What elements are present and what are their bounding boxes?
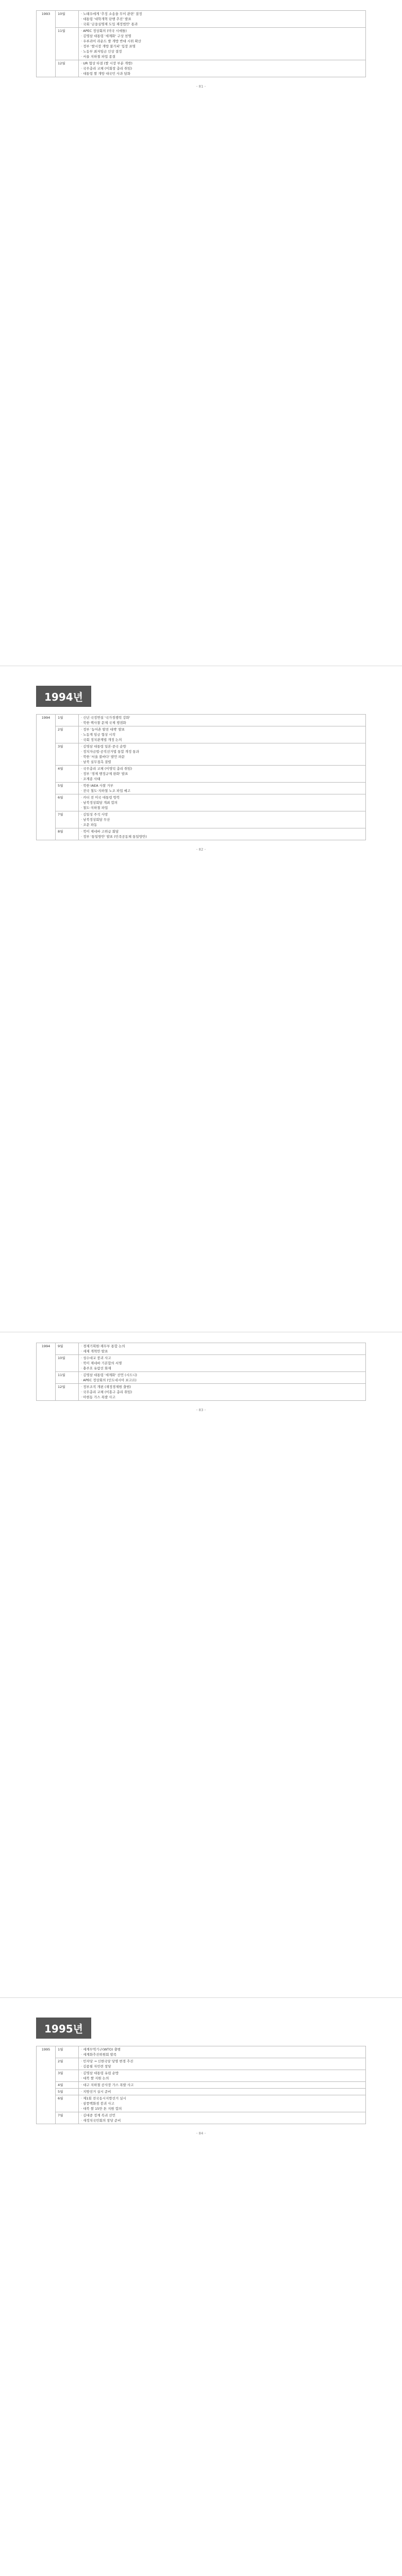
month-cell: 11월 <box>56 1371 79 1383</box>
year-cell: 1993 <box>37 11 56 77</box>
event-entry: · 북한 IAEA 사찰 거부 <box>81 783 363 788</box>
year-cell: 1994 <box>37 1343 56 1400</box>
event-entry: · 세계화추진위원회 발족 <box>81 2052 363 2057</box>
event-entry: · 정부 '통일방안' 발표 (민족공동체 통일방안) <box>81 834 363 839</box>
month-cell: 4월 <box>56 2082 79 2089</box>
month-cell: 2월 <box>56 2058 79 2070</box>
events-cell <box>79 765 366 782</box>
events-cell <box>79 714 366 726</box>
month-cell: 6월 <box>56 794 79 811</box>
events-cell <box>79 11 366 28</box>
document-page <box>0 1332 402 1998</box>
event-entry: · 세제 개혁안 발표 <box>81 1349 363 1354</box>
events-cell <box>79 782 366 794</box>
event-entry: · 노동계 임금 협상 시작 <box>81 732 363 737</box>
event-entry: · 정부 '경제 행정규제 완화' 발표 <box>81 771 363 776</box>
events-cell <box>79 2082 366 2089</box>
event-entry: · 국회 정치관계법 개정 논의 <box>81 737 363 742</box>
table-row <box>37 714 366 726</box>
table-row <box>37 1371 366 1383</box>
event-entry: · 김영삼 대통령 유럽 순방 <box>81 2071 363 2076</box>
events-cell <box>79 1354 366 1371</box>
table-row <box>37 726 366 743</box>
event-entry: · 충주호 유람선 화재 <box>81 1366 363 1371</box>
table-row <box>37 743 366 765</box>
event-entry: · 신년 국정연설 '국가경쟁력 강화' <box>81 715 363 720</box>
events-cell <box>79 726 366 743</box>
month-cell: 8월 <box>56 828 79 840</box>
event-entry: · 세계무역기구(WTO) 출범 <box>81 2047 363 2052</box>
table-row <box>37 2089 366 2095</box>
events-cell <box>79 1343 366 1354</box>
month-cell: 12월 <box>56 60 79 77</box>
event-entry: · 민자당 → 신한국당 당명 변경 추진 <box>81 2059 363 2064</box>
event-entry: · 김영삼 대통령 일본·중국 순방 <box>81 744 363 749</box>
month-cell: 3월 <box>56 743 79 765</box>
event-entry: · 조계종 사태 <box>81 776 363 782</box>
event-entry: · 정치자금법·공직선거법 통합 개정 통과 <box>81 749 363 754</box>
events-cell <box>79 2058 366 2070</box>
month-cell: 11월 <box>56 28 79 60</box>
table-row <box>37 2058 366 2070</box>
event-entry: · 카터 전 미국 대통령 방북 <box>81 795 363 800</box>
table-row <box>37 1354 366 1371</box>
events-cell <box>79 828 366 840</box>
event-entry: · 김영삼 대통령 '세계화' 구상 천명 <box>81 33 363 39</box>
event-entry: · 새정치국민회의 창당 준비 <box>81 2118 363 2123</box>
events-cell <box>79 1371 366 1383</box>
events-cell <box>79 743 366 765</box>
event-entry: · 김영삼 대통령 '세계화' 선언 (시드니) <box>81 1372 363 1378</box>
month-cell: 3월 <box>56 2070 79 2082</box>
table-row <box>37 811 366 828</box>
event-entry: · 남북 실무접촉 결렬 <box>81 759 363 765</box>
document-page <box>0 1998 402 2576</box>
table-row <box>37 1343 366 1354</box>
month-cell: 7월 <box>56 811 79 828</box>
event-entry: · 북미 제네바 고위급 회담 <box>81 829 363 834</box>
events-cell <box>79 2070 366 2082</box>
event-entry: · 남북정상회담 무산 <box>81 817 363 822</box>
page-number: - 83 - <box>196 1408 206 1412</box>
month-cell: 7월 <box>56 2112 79 2124</box>
events-cell <box>79 2046 366 2058</box>
event-entry: · 노동부 최저임금 인상 결정 <box>81 49 363 54</box>
month-cell: 4월 <box>56 765 79 782</box>
month-cell: 2월 <box>56 726 79 743</box>
table-row <box>37 11 366 28</box>
table-row <box>37 2046 366 2058</box>
event-entry: · 김대중 정계 복귀 선언 <box>81 2113 363 2118</box>
table-row <box>37 2095 366 2112</box>
event-entry: · 정부 '농어촌 발전 대책' 발표 <box>81 727 363 732</box>
table-row <box>37 2082 366 2089</box>
table-row <box>37 782 366 794</box>
event-entry: · 아현동 가스 폭발 사고 <box>81 1395 363 1400</box>
event-entry: · 대통령 '대학개혁 단행 추진' 발표 <box>81 16 363 22</box>
event-entry: · 국무총리 교체 (이회창 총리 취임) <box>81 66 363 71</box>
event-entry: · 철도·지하철 파업 <box>81 805 363 810</box>
events-cell <box>79 2095 366 2112</box>
event-entry: · 서울 지하철 파업 종결 <box>81 54 363 59</box>
event-entry: · 정부 '쌀시장 개방 불가피' 입장 표명 <box>81 44 363 49</box>
page-number: - 84 - <box>196 2131 206 2136</box>
table-row <box>37 765 366 782</box>
event-entry: · 김종필 자민련 창당 <box>81 2064 363 2069</box>
chronology-table <box>36 10 366 77</box>
month-cell: 5월 <box>56 782 79 794</box>
table-row <box>37 2112 366 2124</box>
page-number: - 81 - <box>196 84 206 89</box>
events-cell <box>79 60 366 77</box>
month-cell: 9월 <box>56 1343 79 1354</box>
month-cell: 6월 <box>56 2095 79 2112</box>
month-cell: 12월 <box>56 1383 79 1400</box>
year-cell: 1995 <box>37 2046 56 2124</box>
chronology-table <box>36 2046 366 2124</box>
event-entry: · 지방선거 실시 준비 <box>81 2089 363 2094</box>
event-entry: · 대북 쌀 지원 논의 <box>81 2076 363 2081</box>
event-entry: · APEC 정상회의 (미국 시애틀) <box>81 28 363 33</box>
month-cell: 1월 <box>56 2046 79 2058</box>
document-page <box>0 0 402 666</box>
event-entry: · 노태우에게 '추징 소송을 무이 관련' 결정 <box>81 11 363 16</box>
events-cell <box>79 811 366 828</box>
event-entry: · 국회 '금융실명제 도입 재정법안' 통과 <box>81 22 363 27</box>
event-entry: · UR 협상 타결 (쌀 시장 부분 개방) <box>81 61 363 66</box>
chronology-table <box>36 1343 366 1401</box>
events-cell <box>79 2112 366 2124</box>
year-banner: 1995년 <box>36 2018 91 2039</box>
events-cell <box>79 2089 366 2095</box>
document-page <box>0 666 402 1332</box>
event-entry: · 남북정상회담 개최 합의 <box>81 800 363 805</box>
event-entry: · 북한 핵사찰 문제 국제 쟁점화 <box>81 720 363 725</box>
event-entry: · 전국 철도·지하철 노조 파업 예고 <box>81 788 363 793</box>
event-entry: · 제1회 전국동시지방선거 실시 <box>81 2096 363 2101</box>
page-number: - 82 - <box>196 847 206 852</box>
month-cell: 10월 <box>56 11 79 28</box>
event-entry: · 북한 '서울 불바다' 발언 파문 <box>81 754 363 759</box>
events-cell <box>79 794 366 811</box>
year-banner: 1994년 <box>36 686 91 707</box>
event-entry: · 삼풍백화점 붕괴 사고 <box>81 2101 363 2106</box>
event-entry: · 성수대교 붕괴 사고 <box>81 1355 363 1361</box>
event-entry: · 국무총리 교체 (이홍구 총리 취임) <box>81 1389 363 1395</box>
events-cell <box>79 28 366 60</box>
year-cell: 1994 <box>37 714 56 840</box>
month-cell: 10월 <box>56 1354 79 1371</box>
table-row <box>37 794 366 811</box>
events-cell <box>79 1383 366 1400</box>
month-cell: 1월 <box>56 714 79 726</box>
event-entry: · 조문 파동 <box>81 822 363 827</box>
table-row <box>37 28 366 60</box>
event-entry: · 국무총리 교체 (이영덕 총리 취임) <box>81 766 363 771</box>
event-entry: · 북미 제네바 기본합의 서명 <box>81 1361 363 1366</box>
event-entry: · 김일성 주석 사망 <box>81 812 363 817</box>
event-entry: · 우루과이 라운드 쌀 개방 반대 시위 확산 <box>81 39 363 44</box>
event-entry: · 대구 지하철 공사장 가스 폭발 사고 <box>81 2082 363 2088</box>
table-row <box>37 828 366 840</box>
table-row <box>37 60 366 77</box>
chronology-table <box>36 714 366 840</box>
event-entry: · 대북 쌀 15만 톤 지원 합의 <box>81 2106 363 2111</box>
event-entry: · APEC 정상회의 (인도네시아 보고르) <box>81 1378 363 1383</box>
event-entry: · 정부조직 개편 (재정경제원 출범) <box>81 1384 363 1389</box>
event-entry: · 경제기획원·재무부 통합 논의 <box>81 1344 363 1349</box>
event-entry: · 대통령 쌀 개방 대국민 사과 담화 <box>81 71 363 76</box>
month-cell: 5월 <box>56 2089 79 2095</box>
table-row <box>37 2070 366 2082</box>
table-row <box>37 1383 366 1400</box>
